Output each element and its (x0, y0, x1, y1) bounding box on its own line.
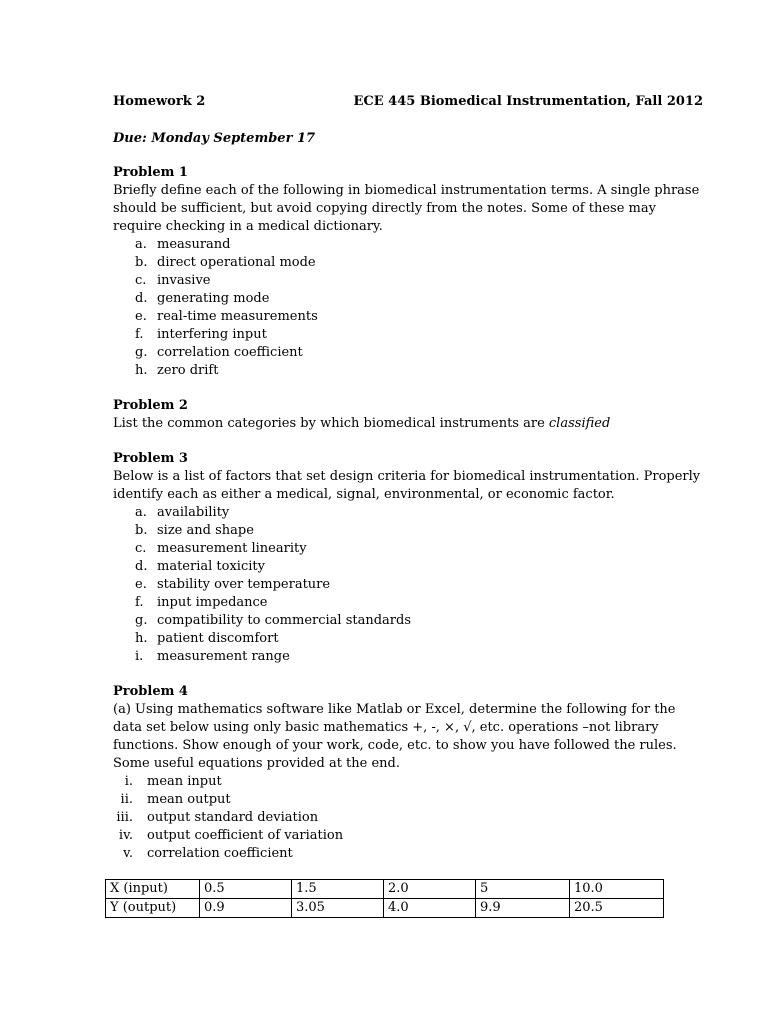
list-text: invasive (157, 273, 211, 288)
list-marker: h. (135, 363, 148, 378)
list-item (113, 809, 673, 827)
list-marker: b. (135, 255, 148, 270)
list-item (113, 773, 673, 791)
problem-4-line: data set below using only basic mathematics +, -, ×, √, etc. operations –not library (113, 720, 659, 735)
list-marker: d. (135, 559, 148, 574)
list-marker: c. (135, 541, 147, 556)
list-marker: ii. (120, 792, 133, 807)
list-item (113, 362, 673, 380)
list-text: measurand (157, 237, 231, 252)
problem-4 (113, 683, 677, 863)
list-marker: e. (135, 577, 147, 592)
list-item (113, 344, 673, 362)
problem-2 (113, 397, 673, 433)
list-marker: iii. (116, 810, 133, 825)
list-item (113, 254, 673, 272)
problem-2-title: Problem 2 (113, 398, 188, 413)
problem-2-italic: classified (548, 416, 611, 431)
list-item (113, 576, 673, 594)
list-marker: f. (135, 595, 144, 610)
list-item (113, 504, 673, 522)
table-cell: 1.5 (292, 880, 384, 899)
list-text: patient discomfort (157, 631, 279, 646)
table-cell: 4.0 (384, 899, 476, 918)
list-item (113, 612, 673, 630)
list-marker: g. (135, 613, 148, 628)
problem-1-line: should be sufficient, but avoid copying directly from the notes. Some of these may (113, 201, 656, 216)
problem-4-line: functions. Show enough of your work, code, etc. to show you have followed the rules. (113, 738, 677, 753)
list-text: stability over temperature (157, 577, 331, 592)
list-text: mean output (147, 792, 231, 807)
table-cell: 0.9 (200, 899, 292, 918)
list-text: compatibility to commercial standards (157, 613, 412, 628)
problem-1-title: Problem 1 (113, 165, 188, 180)
list-text: zero drift (157, 363, 219, 378)
problem-2-text (113, 415, 673, 433)
list-item (113, 236, 673, 254)
list-marker: v. (123, 846, 133, 861)
list-marker: g. (135, 345, 148, 360)
problem-3-line: Below is a list of factors that set design criteria for biomedical instrumentation. Properly (113, 469, 701, 484)
table-cell: 2.0 (384, 880, 476, 899)
list-text: direct operational mode (157, 255, 316, 270)
list-item (113, 272, 673, 290)
table-cell: 0.5 (200, 880, 292, 899)
data-table (105, 879, 664, 918)
list-item (113, 648, 673, 666)
list-text: generating mode (157, 291, 270, 306)
list-item (113, 630, 673, 648)
table-row (106, 899, 664, 918)
course-title: ECE 445 Biomedical Instrumentation, Fall 2012 (353, 94, 703, 109)
table-cell: 10.0 (570, 880, 664, 899)
list-text: material toxicity (157, 559, 265, 574)
list-text: input impedance (157, 595, 268, 610)
problem-3-title: Problem 3 (113, 451, 188, 466)
list-marker: iv. (118, 828, 133, 843)
list-marker: e. (135, 309, 147, 324)
list-marker: h. (135, 631, 148, 646)
list-text: interfering input (157, 327, 267, 342)
list-marker: d. (135, 291, 148, 306)
problem-4-list (113, 773, 673, 863)
list-marker: b. (135, 523, 148, 538)
problem-1-line: require checking in a medical dictionary. (113, 219, 383, 234)
list-marker: f. (135, 327, 144, 342)
table-cell: 9.9 (476, 899, 570, 918)
list-text: correlation coefficient (157, 345, 303, 360)
table-cell: 3.05 (292, 899, 384, 918)
list-item (113, 522, 673, 540)
homework-title: Homework 2 (113, 94, 206, 109)
problem-1-line: Briefly define each of the following in biomedical instrumentation terms. A single phrase (113, 183, 700, 198)
list-item (113, 540, 673, 558)
table-row (106, 880, 664, 899)
list-marker: c. (135, 273, 147, 288)
list-text: measurement linearity (157, 541, 307, 556)
list-item (113, 290, 673, 308)
problem-1 (113, 164, 700, 380)
list-marker: i. (124, 774, 133, 789)
list-item (113, 308, 673, 326)
list-item (113, 791, 673, 809)
problem-1-list (113, 236, 673, 380)
list-text: measurement range (157, 649, 290, 664)
list-text: output coefficient of variation (147, 828, 344, 843)
table-cell: Y (output) (106, 899, 200, 918)
list-text: mean input (147, 774, 222, 789)
problem-4-line: (a) Using mathematics software like Matlab or Excel, determine the following for the (113, 702, 676, 717)
list-item (113, 827, 673, 845)
list-item (113, 594, 673, 612)
problem-2-line: List the common categories by which biomedical instruments are (113, 416, 549, 431)
page-header (113, 93, 703, 111)
problem-4-line: Some useful equations provided at the end. (113, 756, 401, 771)
problem-3-list (113, 504, 673, 666)
table-cell: 20.5 (570, 899, 664, 918)
list-text: size and shape (157, 523, 254, 538)
table-cell: 5 (476, 880, 570, 899)
list-marker: a. (135, 237, 147, 252)
list-item (113, 326, 673, 344)
problem-4-title: Problem 4 (113, 684, 188, 699)
list-marker: a. (135, 505, 147, 520)
due-date: Due: Monday September 17 (113, 131, 316, 146)
list-text: real-time measurements (157, 309, 318, 324)
list-text: output standard deviation (147, 810, 319, 825)
problem-3-line: identify each as either a medical, signal, environmental, or economic factor. (113, 487, 615, 502)
problem-3 (113, 450, 701, 666)
list-text: correlation coefficient (147, 846, 293, 861)
list-item (113, 558, 673, 576)
table-cell: X (input) (106, 880, 200, 899)
list-marker: i. (135, 649, 144, 664)
list-text: availability (157, 505, 230, 520)
list-item (113, 845, 673, 863)
